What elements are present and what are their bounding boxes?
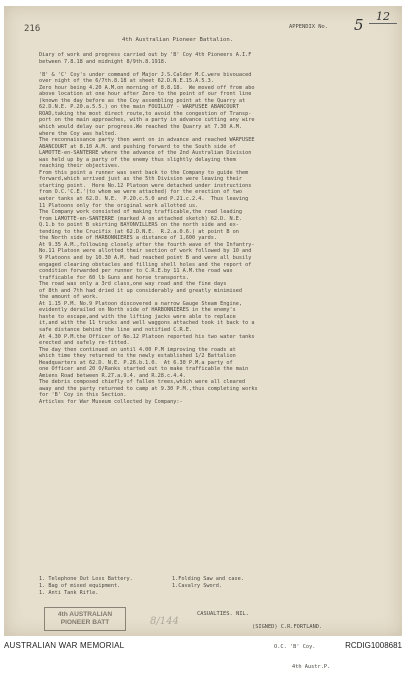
- diary-line: engaged clearing obstacles and filling shell holes and the report of: [39, 261, 252, 268]
- diary-line: ABANCOURT at 8.10 A.M. and pushing forward to the South side of: [39, 143, 236, 150]
- diary-line: where the Coy was halted.: [39, 130, 118, 137]
- diary-line: of 8th and 7th had dried it up considerably and greatly minimised: [39, 287, 243, 294]
- diary-line: from O.C.'C.E.'(to whom we were attached) for the erection of two: [39, 189, 243, 196]
- diary-line: haste to escape,and with the lifting jacks were able to replace: [39, 313, 236, 320]
- diary-line: away and the party returned to camp at 9.30 P.M.,thus completing works: [39, 385, 258, 392]
- handwritten-reference: 8/144: [150, 616, 179, 627]
- signature-block: [252, 610, 330, 685]
- diary-line: Q.1.b to point B skirting BAYONVILLERS on the north side and ex-: [39, 222, 239, 229]
- signature-unit: 4th Austr.P.: [292, 664, 331, 671]
- article-item: 1. Anti Tank Rifle.: [39, 590, 99, 596]
- diary-line: At 4.30 P.M.the Officer of No.12 Platoon reported his two water tanks: [39, 333, 255, 340]
- diary-line: port on the main approaches, with a party in advance cutting any wire: [39, 117, 255, 124]
- articles-list-left: [39, 576, 133, 597]
- diary-line: The day then continued on until 4.00 P.M improving the roads at: [39, 346, 236, 353]
- diary-line: Amiens Road between R.27.a.9.4. and R.28.c.4.4.: [39, 372, 186, 379]
- diary-line: Headquarters at 62.D. N.E. P.26.b.1.0. At 6.30 P.M.a party of: [39, 359, 233, 366]
- casualties-line: CASUALTIES. NIL.: [197, 611, 249, 617]
- diary-line: the amount of work.: [39, 294, 99, 301]
- diary-line: forward,which arrived just as the 5th Division were leaving their: [39, 176, 243, 183]
- diary-line: which would delay our progress.We reached the Quarry at 7.30 A.M.: [39, 124, 243, 131]
- signature-role: O.C. 'B' Coy.: [274, 643, 316, 650]
- diary-line: reaching their objectives.: [39, 163, 121, 170]
- stamp-line-1: 4th AUSTRALIAN: [57, 611, 113, 618]
- diary-line: The road was only a 3rd class,one way road and the fine days: [39, 281, 227, 288]
- diary-line: safe distance behind the line and notified C.R.E.: [39, 326, 193, 333]
- diary-line: 9 Platoons and by 10.30 A.M. had reached point B and were all busily: [39, 254, 252, 261]
- diary-line: it,and with the 11 trucks and well waggons attached took it back to a: [39, 320, 255, 327]
- diary-line: LAMOTTE-en-SANTERRE where the advance of the 2nd Australian Division: [39, 150, 252, 157]
- diary-line: water tanks at 62.D. N.E. P.20.c.5.0 and P.21.c.2.4. Thus leaving: [39, 196, 249, 203]
- diary-line: condition forwarded per runner to C.R.E.by 11 A.M.the road was: [39, 268, 233, 275]
- diary-line: over night of the 6/7th.8.18 at sheet 62.D.N.E.15.A.5.3.: [39, 78, 214, 85]
- appendix-number: 5: [354, 16, 364, 34]
- corner-underline: [369, 23, 397, 24]
- diary-line: Zero hour being 4.20 A.M.on morning of 8.8.18. We moved off from abo: [39, 84, 255, 91]
- articles-list-right: [172, 576, 244, 590]
- diary-line: the North side of HARBONNIERES a distance of 1,600 yards.: [39, 235, 218, 242]
- diary-line: for 'B' Coy in this Section.: [39, 392, 127, 399]
- footer-archive-name: AUSTRALIAN WAR MEMORIAL: [4, 641, 125, 650]
- diary-line: 'B' & 'C' Coy's under command of Major J.S.Calder M.C.were bivouaced: [39, 71, 252, 78]
- diary-line: No.11 Platoon were allotted their section of work followed by 10 and: [39, 248, 252, 255]
- diary-line: tending to the Crucifix (at 62.D.N.E. R.2.a.0.6.) at point B on: [39, 228, 239, 235]
- article-item: 1.Cavalry Sword.: [172, 583, 222, 589]
- diary-line: was held up by a party of the enemy thus slightly delaying them: [39, 156, 236, 163]
- diary-line: 11 Platoons only for the original work allotted us.: [39, 202, 199, 209]
- diary-line: Articles for War Museum collected by Company:-: [39, 398, 183, 405]
- diary-line: At 9.35 A.M.,following closely after the fourth wave of the Infantry-: [39, 241, 255, 248]
- article-item: 1.Folding Saw and case.: [172, 576, 244, 582]
- diary-line: The debris composed chiefly of fallen trees,which were all cleared: [39, 379, 246, 386]
- diary-line: The Company work consisted of making trafficable,the road leading: [39, 209, 243, 216]
- diary-line: From this point a runner was sent back to the Company to guide them: [39, 169, 249, 176]
- stamp-line-2: PIONEER BATT: [60, 619, 110, 627]
- article-item: 1. Telephone Out Loss Battery.: [39, 576, 133, 582]
- corner-page-number: 12: [376, 10, 390, 23]
- diary-line: one Officer and 20 O/Ranks started out to make trafficable the main: [39, 366, 249, 373]
- diary-line: At 1.15 P.M. No.9 Platoon discovered a narrow Gauge Steam Engine,: [39, 300, 243, 307]
- diary-line: from LAMOTTE-en-SANTERRE (marked A on attached sketch) 62.D. N.E.: [39, 215, 243, 222]
- signature-name: (SIGNED) C.R.FORTLAND.: [252, 623, 323, 630]
- diary-line: ROAD,taking the most direct route,to avoid the congestion of Transp-: [39, 110, 252, 117]
- diary-line: starting point. Here No.12 Platoon were detached under instructions: [39, 182, 252, 189]
- diary-line: between 7.8.18 and midnight 8/9th.8.1918.: [39, 58, 168, 65]
- article-item: 1. Bag of mixed equipment.: [39, 583, 121, 589]
- diary-line: evidently derailed on North side of HARBONNIERES in the enemy's: [39, 307, 236, 314]
- diary-line: Diary of work and progress carried out by 'B' Coy 4th Pioneers A.I.F: [39, 52, 252, 58]
- diary-line: The reconnaissance party then went on in advance and reached WARFUSEE: [39, 137, 255, 144]
- appendix-label: APPENDIX No.: [289, 24, 328, 30]
- diary-line: above location at one hour after Zero to the point of our front line: [39, 91, 252, 98]
- diary-body: [39, 52, 258, 406]
- diary-line: trafficable for 60 lb Guns and horse transports.: [39, 274, 189, 281]
- diary-line: (known the day before as the Coy assembling point at the Quarry at: [39, 97, 246, 104]
- folio-number: 216: [24, 24, 41, 34]
- battalion-stamp: [44, 607, 126, 631]
- diary-line: erected and safely re-fitted.: [39, 340, 130, 347]
- footer-record-id: RCDIG1008681: [345, 641, 402, 650]
- diary-line: 62.D.N.E. P.20.a.5.5.) on the main FOUILLOY - WARFUSEE ABANCOURT: [39, 104, 239, 111]
- document-title: 4th Australian Pioneer Battalion.: [122, 37, 234, 43]
- diary-line: which time they returned to the newly established 1/2 Battalion: [39, 353, 236, 360]
